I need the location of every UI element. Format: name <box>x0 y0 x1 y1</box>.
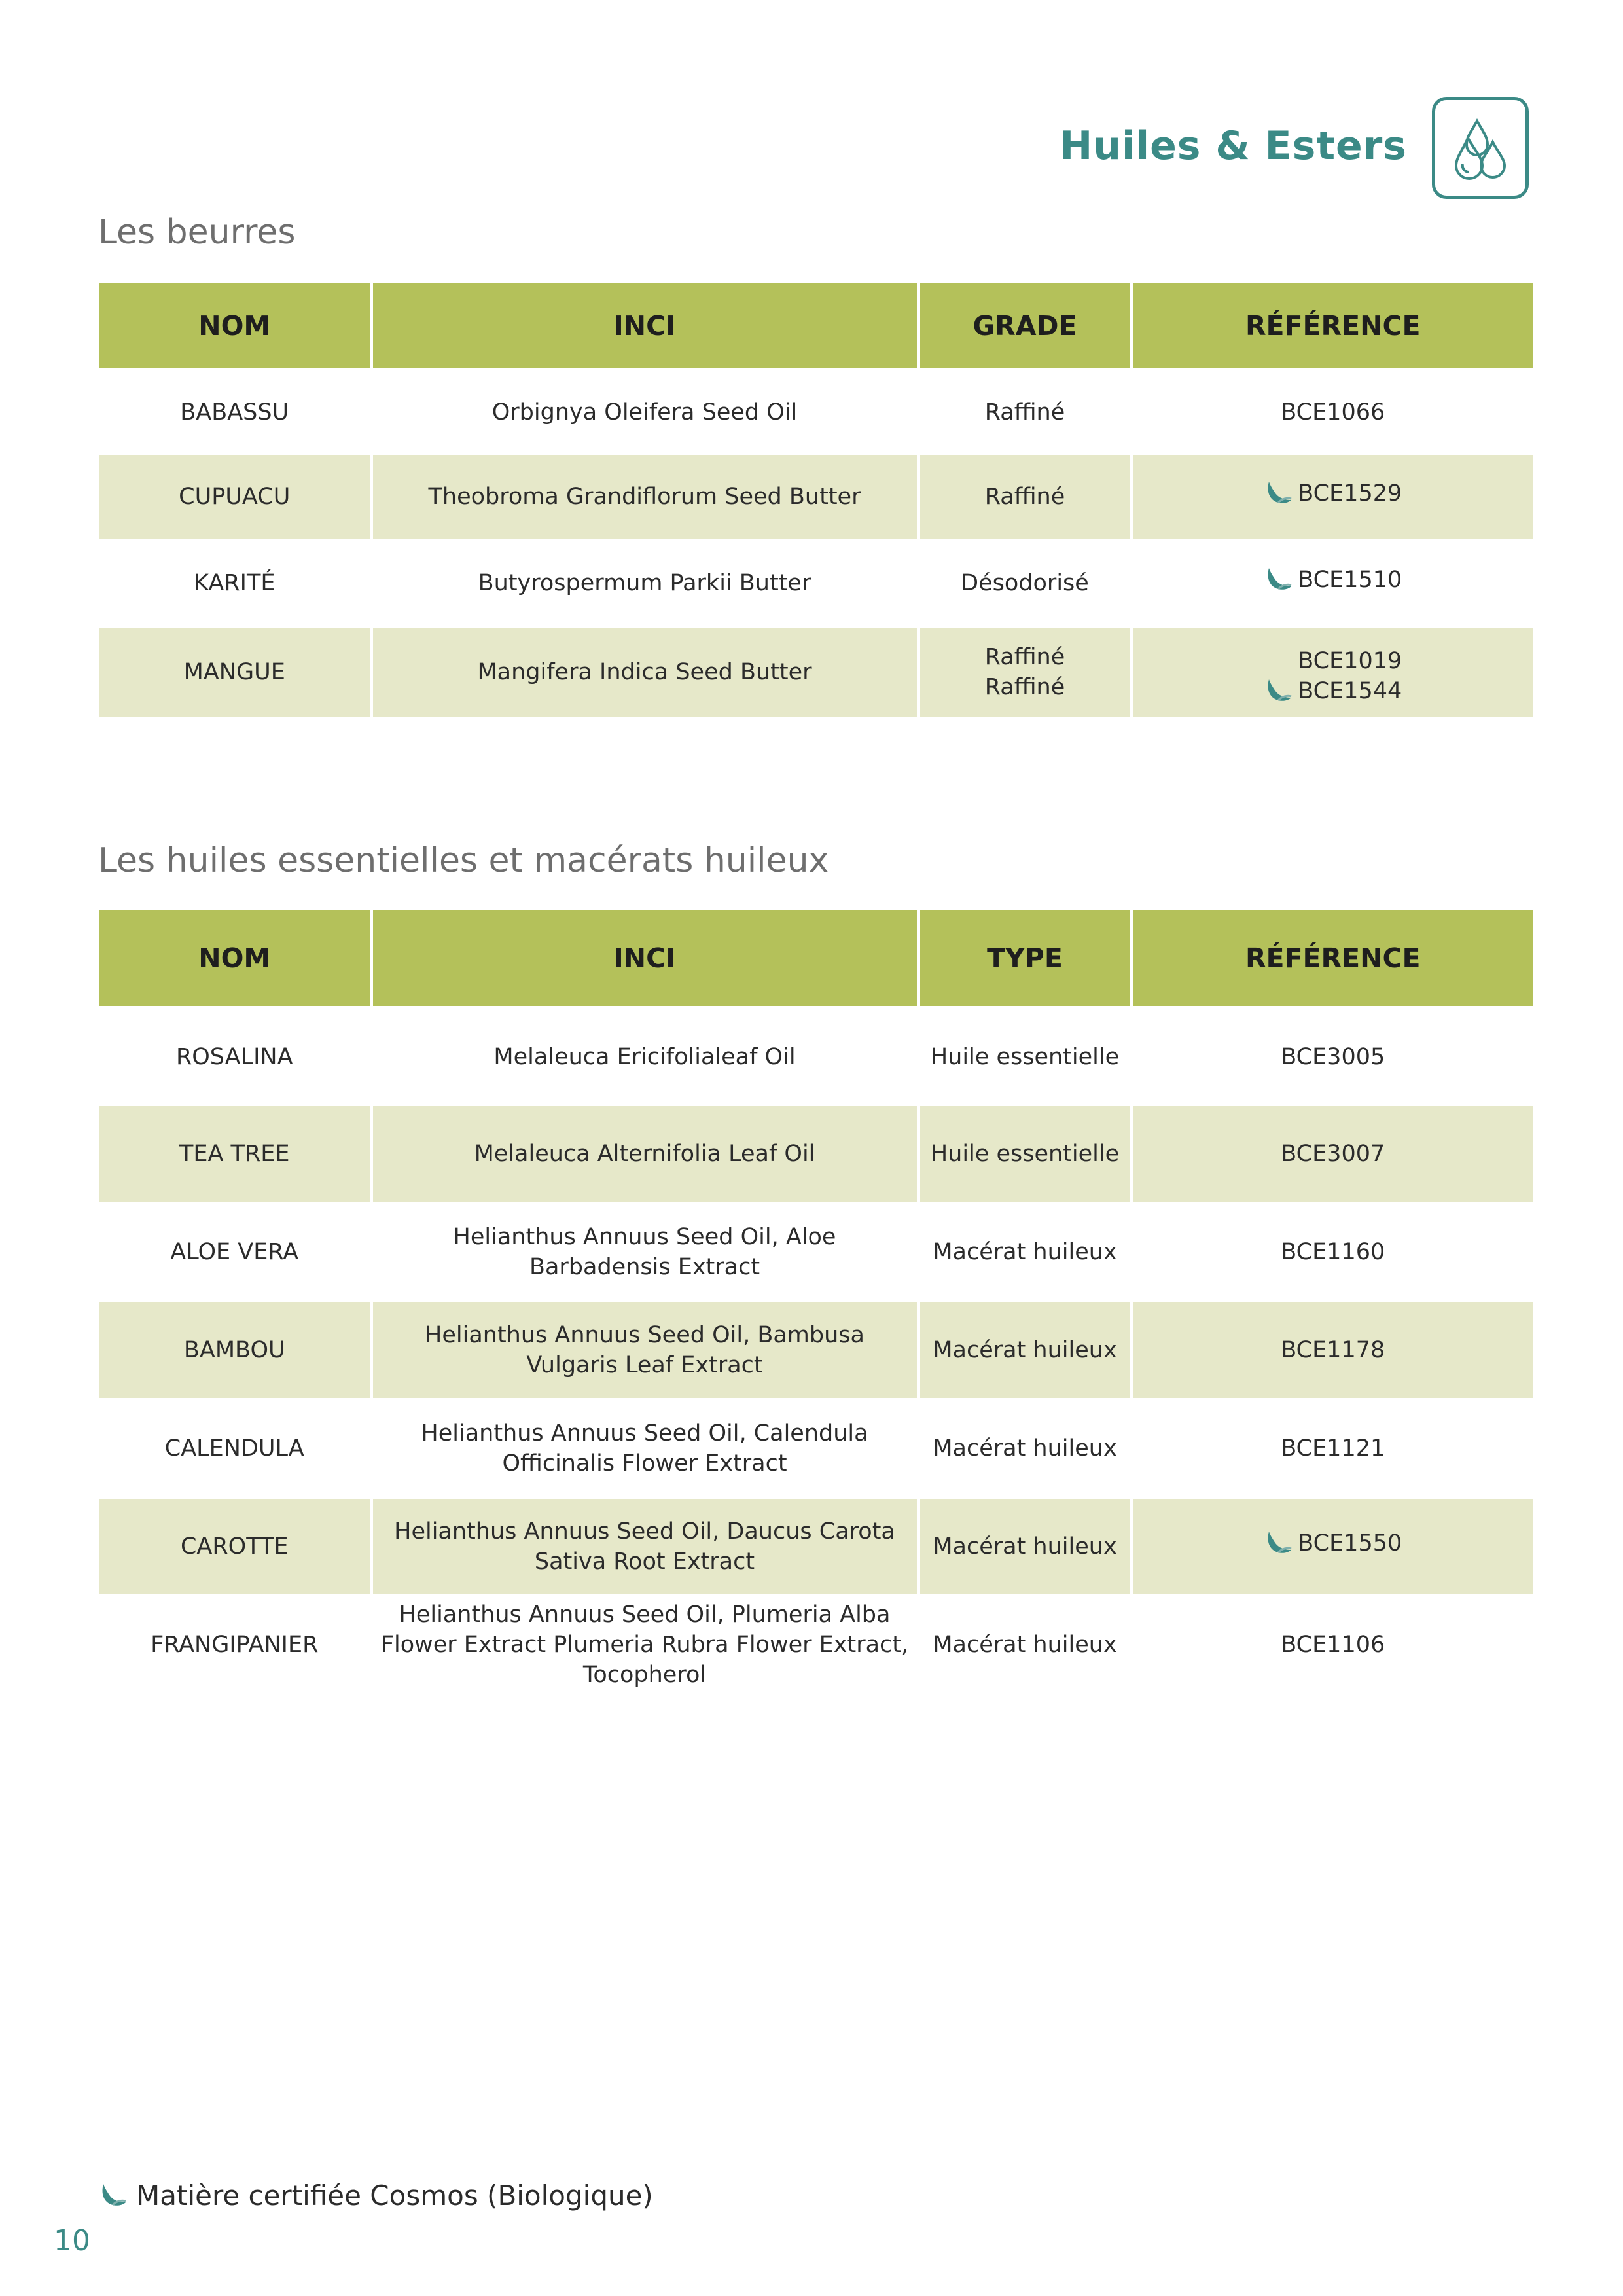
cell-nom: CALENDULA <box>99 1399 371 1498</box>
cell-type: Huile essentielle <box>918 1008 1132 1105</box>
cell-reference <box>1132 370 1533 454</box>
column-header-nom: NOM <box>99 283 371 370</box>
cell-reference <box>1132 1399 1533 1498</box>
cell-type: Macérat huileux <box>918 1498 1132 1596</box>
table-row <box>99 1105 1533 1203</box>
cell-reference <box>1132 1301 1533 1399</box>
cell-reference <box>1132 1105 1533 1203</box>
oils-section-title: Les huiles essentielles et macérats huileux <box>98 841 829 880</box>
cell-inci: Helianthus Annuus Seed Oil, Plumeria Alba Flower Extract Plumeria Rubra Flower Extract, Tocopherol <box>371 1596 918 1694</box>
column-header-inci: INCI <box>371 283 918 370</box>
organic-leaf-icon <box>1264 677 1293 706</box>
cell-grade: Raffiné <box>918 454 1132 540</box>
cell-nom: ROSALINA <box>99 1008 371 1105</box>
table-row <box>99 1301 1533 1399</box>
cell-type: Huile essentielle <box>918 1105 1132 1203</box>
cell-type: Macérat huileux <box>918 1301 1132 1399</box>
cell-reference <box>1132 1008 1533 1105</box>
table-row <box>99 1203 1533 1301</box>
column-header-grade: GRADE <box>918 283 1132 370</box>
column-header-reference: RÉFÉRENCE <box>1132 283 1533 370</box>
cell-nom: MANGUE <box>99 626 371 718</box>
cell-inci: Helianthus Annuus Seed Oil, Bambusa Vulgaris Leaf Extract <box>371 1301 918 1399</box>
organic-leaf-icon <box>1264 565 1293 594</box>
butters-section-title: Les beurres <box>98 213 296 252</box>
cell-grade: Raffiné <box>918 370 1132 454</box>
section-header-title: Huiles & Esters <box>1060 123 1407 169</box>
organic-leaf-icon <box>1264 1529 1293 1558</box>
table-row <box>99 1399 1533 1498</box>
reference-code: BCE3007 <box>1281 1141 1385 1167</box>
column-header-type: TYPE <box>918 910 1132 1008</box>
reference-code: BCE1529 <box>1298 480 1402 507</box>
column-header-inci: INCI <box>371 910 918 1008</box>
table-row <box>99 1498 1533 1596</box>
cell-inci: Helianthus Annuus Seed Oil, Aloe Barbadensis Extract <box>371 1203 918 1301</box>
cell-type: Macérat huileux <box>918 1203 1132 1301</box>
reference-code: BCE1121 <box>1281 1435 1385 1462</box>
cell-reference <box>1132 1596 1533 1694</box>
column-header-nom: NOM <box>99 910 371 1008</box>
cell-nom: ALOE VERA <box>99 1203 371 1301</box>
cell-inci: Melaleuca Alternifolia Leaf Oil <box>371 1105 918 1203</box>
butters-table <box>99 283 1533 719</box>
cell-inci: Butyrospermum Parkii Butter <box>371 540 918 626</box>
page-number: 10 <box>54 2224 90 2257</box>
table-row <box>99 454 1533 540</box>
reference-code: BCE1550 <box>1298 1530 1402 1556</box>
cell-inci: Orbignya Oleifera Seed Oil <box>371 370 918 454</box>
reference-code: BCE1510 <box>1298 566 1402 593</box>
cell-inci: Melaleuca Ericifolialeaf Oil <box>371 1008 918 1105</box>
cell-inci: Helianthus Annuus Seed Oil, Daucus Carota Sativa Root Extract <box>371 1498 918 1596</box>
legend-text: Matière certifiée Cosmos (Biologique) <box>136 2179 653 2212</box>
cell-nom: BABASSU <box>99 370 371 454</box>
cell-grade: Désodorisé <box>918 540 1132 626</box>
organic-leaf-icon <box>1264 479 1293 508</box>
reference-code: BCE1066 <box>1281 399 1385 425</box>
cell-nom: BAMBOU <box>99 1301 371 1399</box>
cell-grade: Raffiné Raffiné <box>918 626 1132 718</box>
cell-reference <box>1132 454 1533 540</box>
reference-code: BCE1178 <box>1281 1337 1385 1363</box>
reference-code: BCE1019 <box>1298 647 1402 674</box>
reference-code: BCE3005 <box>1281 1043 1385 1070</box>
cell-type: Macérat huileux <box>918 1596 1132 1694</box>
cell-nom: KARITÉ <box>99 540 371 626</box>
cell-reference <box>1132 540 1533 626</box>
cell-reference <box>1132 1203 1533 1301</box>
cell-reference <box>1132 626 1533 718</box>
organic-legend <box>98 2179 653 2212</box>
reference-code: BCE1160 <box>1281 1239 1385 1265</box>
reference-code: BCE1544 <box>1298 677 1402 704</box>
table-row <box>99 540 1533 626</box>
cell-type: Macérat huileux <box>918 1399 1132 1498</box>
table-row <box>99 1596 1533 1694</box>
cell-inci: Theobroma Grandiflorum Seed Butter <box>371 454 918 540</box>
reference-code: BCE1106 <box>1281 1632 1385 1658</box>
table-row <box>99 626 1533 718</box>
oils-table <box>99 910 1533 1695</box>
cell-inci: Helianthus Annuus Seed Oil, Calendula Officinalis Flower Extract <box>371 1399 918 1498</box>
cell-reference <box>1132 1498 1533 1596</box>
table-row <box>99 1008 1533 1105</box>
oil-drops-icon <box>1432 97 1529 199</box>
cell-inci: Mangifera Indica Seed Butter <box>371 626 918 718</box>
cell-nom: CAROTTE <box>99 1498 371 1596</box>
cell-nom: FRANGIPANIER <box>99 1596 371 1694</box>
cell-nom: CUPUACU <box>99 454 371 540</box>
organic-leaf-icon <box>98 2181 127 2210</box>
cell-nom: TEA TREE <box>99 1105 371 1203</box>
column-header-reference: RÉFÉRENCE <box>1132 910 1533 1008</box>
table-row <box>99 370 1533 454</box>
